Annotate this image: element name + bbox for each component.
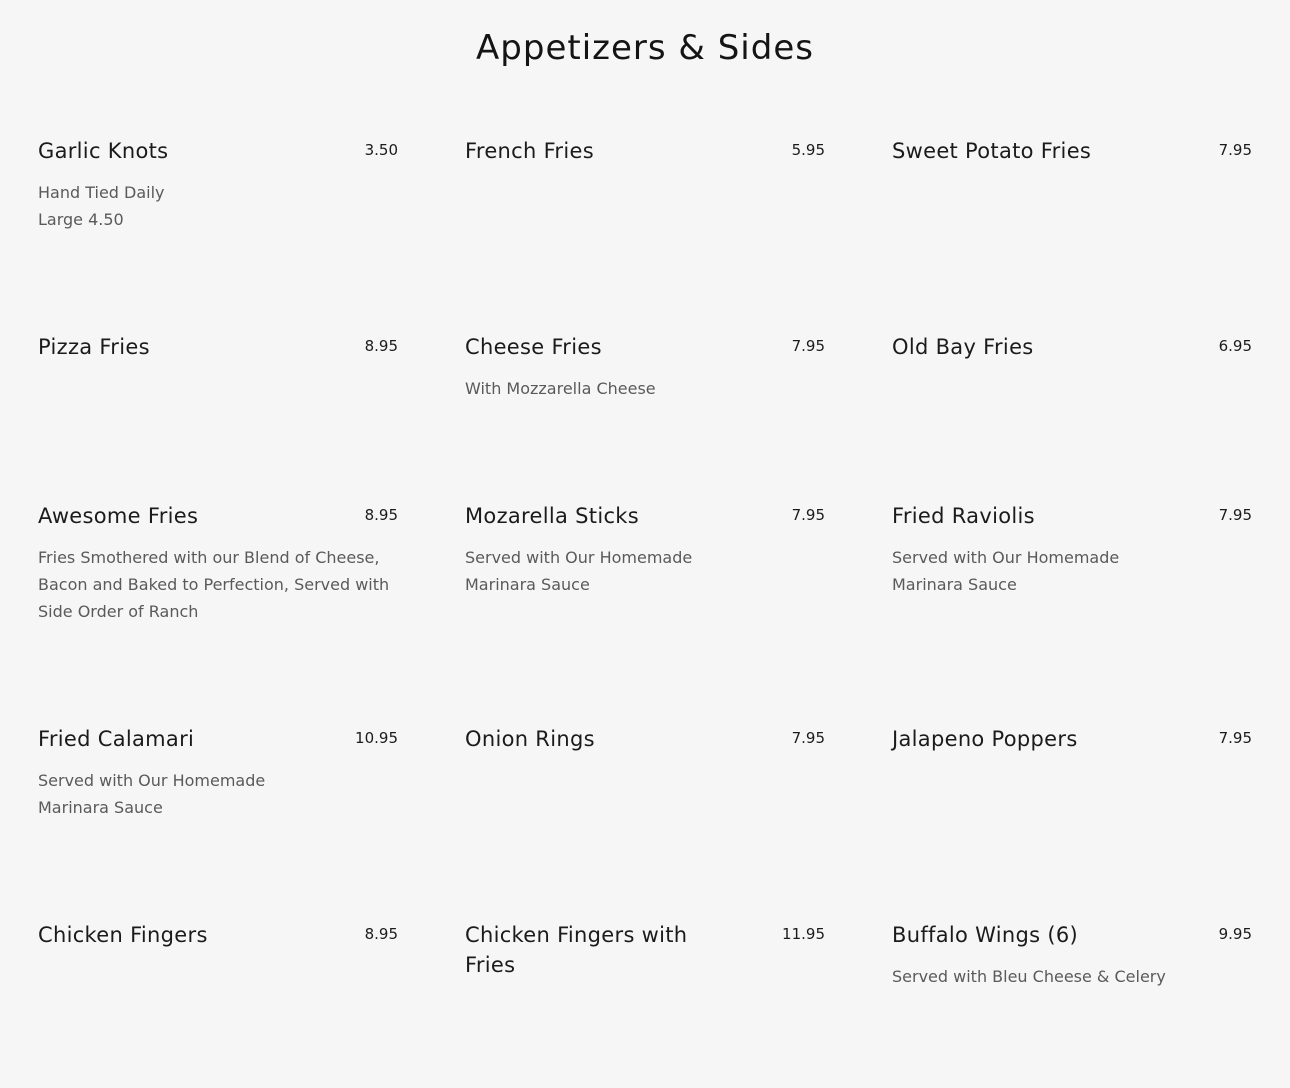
menu-item (465, 724, 825, 754)
item-name: Sweet Potato Fries (892, 139, 1092, 163)
menu-item (892, 136, 1252, 166)
item-price: 3.50 (364, 141, 398, 159)
item-name: Chicken Fingers with Fries (465, 923, 688, 977)
item-description-line: Hand Tied Daily (38, 183, 165, 202)
item-name: Pizza Fries (38, 335, 150, 359)
item-price: 8.95 (364, 506, 398, 524)
item-price: 7.95 (791, 729, 825, 747)
item-description-line: Side Order of Ranch (38, 602, 199, 621)
menu-item (38, 501, 398, 625)
item-price: 9.95 (1218, 925, 1252, 943)
item-price: 10.95 (355, 729, 398, 747)
item-description-line: Served with Our Homemade (892, 548, 1120, 567)
item-name: Awesome Fries (38, 504, 199, 528)
item-price: 7.95 (1218, 141, 1252, 159)
item-name: Buffalo Wings (6) (892, 923, 1078, 947)
menu-item (38, 136, 398, 233)
item-price: 8.95 (364, 925, 398, 943)
item-description-line: Large 4.50 (38, 210, 124, 229)
item-description (38, 179, 398, 233)
item-price: 7.95 (791, 337, 825, 355)
item-name: Chicken Fingers (38, 923, 208, 947)
page-title: Appetizers & Sides (476, 28, 814, 68)
item-description-line: Marinara Sauce (465, 575, 590, 594)
item-price: 7.95 (1218, 729, 1252, 747)
menu-item (465, 501, 825, 598)
item-description-line: Fries Smothered with our Blend of Cheese, (38, 548, 380, 567)
item-description (892, 544, 1252, 598)
item-name: Onion Rings (465, 727, 595, 751)
menu-item (892, 332, 1252, 362)
item-name: French Fries (465, 139, 594, 163)
item-name: Mozarella Sticks (465, 504, 640, 528)
item-name: Fried Raviolis (892, 504, 1035, 528)
item-description-line: Served with Our Homemade (465, 548, 693, 567)
item-price: 5.95 (791, 141, 825, 159)
item-name: Fried Calamari (38, 727, 195, 751)
item-description-line: Marinara Sauce (38, 798, 163, 817)
menu-item (892, 501, 1252, 598)
item-price: 11.95 (782, 925, 825, 943)
item-description (465, 375, 825, 402)
item-name: Cheese Fries (465, 335, 602, 359)
item-price: 6.95 (1218, 337, 1252, 355)
item-description-line: Served with Our Homemade (38, 771, 266, 790)
item-description (465, 544, 825, 598)
menu-item (465, 920, 825, 980)
item-name: Old Bay Fries (892, 335, 1034, 359)
menu-item (38, 724, 398, 821)
item-name: Garlic Knots (38, 139, 169, 163)
item-description (38, 767, 398, 821)
item-description (38, 544, 398, 625)
menu-item (465, 136, 825, 166)
menu-item (38, 332, 398, 362)
item-name: Jalapeno Poppers (892, 727, 1078, 751)
item-price: 7.95 (1218, 506, 1252, 524)
item-description-line: Served with Bleu Cheese & Celery (892, 967, 1166, 986)
item-price: 7.95 (791, 506, 825, 524)
item-description-line: Bacon and Baked to Perfection, Served with (38, 575, 390, 594)
menu-item (892, 724, 1252, 754)
menu-item (892, 920, 1252, 990)
menu-item (38, 920, 398, 950)
menu-item (465, 332, 825, 402)
item-description (892, 963, 1252, 990)
item-description-line: With Mozzarella Cheese (465, 379, 656, 398)
item-price: 8.95 (364, 337, 398, 355)
item-description-line: Marinara Sauce (892, 575, 1017, 594)
